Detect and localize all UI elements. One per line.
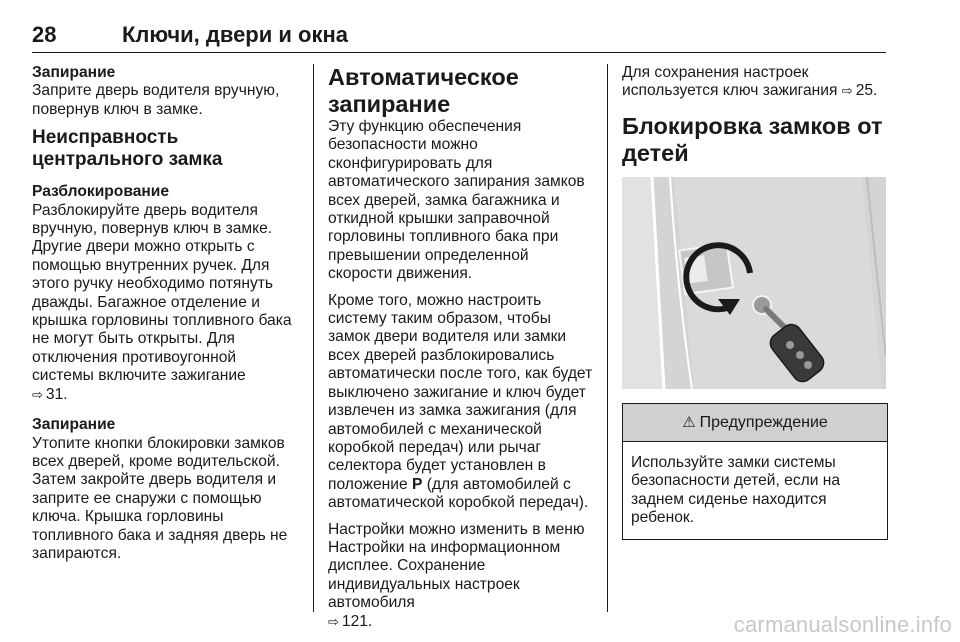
door-lock-key-drawing [622, 177, 886, 389]
section-heading-auto-locking: Автоматическое запирание [328, 64, 519, 117]
reference-arrow-icon: ⇨ [328, 613, 339, 629]
warning-text: Используйте замки системы безопасности детей, если на заднем сиденье находится ребенок. [631, 453, 841, 527]
warning-title: Предупреждение [699, 413, 828, 431]
paragraph: Кроме того, можно настроить систему таким образом, чтобы замок двери водителя или замки всех дверей разблокировались автоматически после того, как будет выключено зажигание и ключ будет извлечен из замка зажигания (для автомобилей с механической коробкой передач) или рычаг селектора будет установлен в положение P (для автомобилей с автоматической коробкой передач). [328, 291, 593, 512]
page-reference[interactable]: ⇨ 31. [32, 385, 68, 403]
section-heading-child-locks: Блокировка замков от детей [622, 112, 883, 166]
paragraph: Заприте дверь водителя вручную, повернув ключ в замке. [32, 82, 280, 118]
paragraph: Разблокируйте дверь водителя вручную, повернув ключ в замке. Другие двери можно открыть с помощью внутренних ручек. Для этого ручку необходимо потянуть дважды. Багажное отделение и крышка горловины топливного бака не могут быть открыты. Для отключения противоугонной системы включите зажигание ⇨ 31. [32, 201, 292, 403]
paragraph: Для сохранения настроек используется ключ зажигания ⇨ 25. [622, 64, 878, 100]
reference-arrow-icon: ⇨ [841, 83, 853, 99]
page-number: 28 [32, 22, 57, 47]
warning-header [623, 404, 887, 442]
gear-position-p: P [412, 475, 423, 493]
page-title: Ключи, двери и окна [122, 22, 348, 47]
section-heading-locking-2: Запирание [32, 416, 116, 434]
paragraph: Утопите кнопки блокировки замков всех дверей, кроме водительской. Затем закройте дверь водителя и заприте ее снаружи с помощью ключа. Крышка горловины топливного бака и задняя дверь не запираются. [32, 434, 288, 562]
page-reference[interactable]: ⇨ 121. [328, 612, 373, 630]
section-heading-unlocking: Разблокирование [32, 183, 170, 201]
column-divider [607, 64, 608, 612]
page-header [32, 22, 886, 53]
column-right [622, 64, 888, 540]
column-middle [328, 64, 596, 631]
section-heading-central-lock-fault: Неисправность центрального замка [32, 127, 223, 171]
paragraph: Эту функцию обеспечения безопасности можно сконфигурировать для автоматического запирания замков всех дверей, замка багажника и откидной крышки заправочной горловины топливного бака при превышении определенной скорости движения. [328, 118, 585, 283]
column-left [32, 64, 302, 563]
column-divider [313, 64, 314, 612]
paragraph: Настройки можно изменить в меню Настройки на информационном дисплее. Сохранение индивидуальных настроек автомобиля ⇨ 121. [328, 520, 585, 630]
section-heading-locking: Запирание [32, 64, 116, 81]
child-lock-illustration [622, 177, 886, 389]
warning-box [622, 403, 888, 541]
watermark: carmanualsonline.info [733, 612, 952, 637]
reference-arrow-icon: ⇨ [32, 386, 43, 402]
warning-triangle-icon: ⚠ [682, 413, 696, 431]
page-reference[interactable]: ⇨ 25. [841, 82, 878, 100]
